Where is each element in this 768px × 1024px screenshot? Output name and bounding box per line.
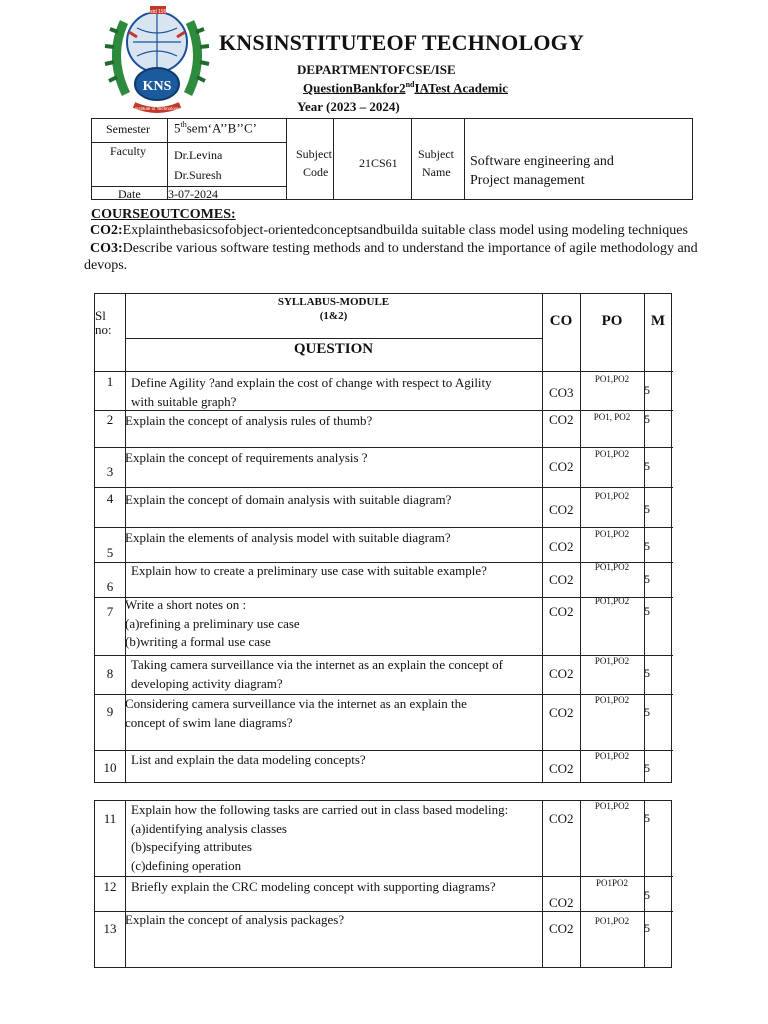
subject-code-label: Subject <box>296 147 332 161</box>
marks: 5 <box>644 502 650 516</box>
co3-outcome: CO3:Describe various software testing methods and to understand the importance of agile methodology and <box>90 241 698 256</box>
course-outcome: CO2 <box>549 761 574 776</box>
marks: 5 <box>644 412 650 426</box>
marks: 5 <box>644 811 650 825</box>
program-outcome: PO1,PO2 <box>594 374 630 384</box>
course-outcome: CO2 <box>549 604 574 619</box>
program-outcome: PO1,PO2 <box>594 695 630 705</box>
course-outcome: CO2 <box>549 539 574 554</box>
question-text <box>125 911 344 930</box>
faculty-name-1: Dr.Levina <box>174 148 223 162</box>
program-outcome: PO1,PO2 <box>594 449 630 459</box>
question-bank-title: QuestionBankfor2ndIATest Academic <box>303 80 509 96</box>
marks: 5 <box>644 539 650 553</box>
academic-year: Year (2023 – 2024) <box>297 99 400 114</box>
course-outcome: CO2 <box>549 921 574 936</box>
marks: 5 <box>644 666 650 680</box>
marks: 5 <box>644 459 650 473</box>
co-header: CO <box>549 313 573 329</box>
program-outcome: PO1,PO2 <box>594 491 630 501</box>
marks: 5 <box>644 705 650 719</box>
marks: 5 <box>644 921 650 935</box>
semester-label: Semester <box>106 122 150 136</box>
question-line: Taking camera surveillance via the internet as an explain the concept of <box>131 657 503 672</box>
course-outcomes-heading: COURSEOUTCOMES: <box>91 207 236 222</box>
question-number: 12 <box>103 879 117 894</box>
course-outcome: CO2 <box>549 502 574 517</box>
question-line: Considering camera surveillance via the internet as an explain the <box>125 696 467 711</box>
program-outcome: PO1,PO2 <box>594 562 630 572</box>
course-outcome: CO2 <box>549 666 574 681</box>
question-number: 1 <box>106 374 114 389</box>
question-number: 7 <box>106 604 114 619</box>
question-number: 6 <box>106 579 114 594</box>
question-line: Write a short notes on : <box>125 597 247 612</box>
question-line: (b)specifying attributes <box>131 839 252 854</box>
institute-logo <box>104 2 210 118</box>
question-text <box>125 412 372 431</box>
subject-name-label-2: Name <box>422 165 451 179</box>
question-number: 11 <box>103 811 117 826</box>
logo-motto: Institute of Technology <box>134 106 180 111</box>
institute-title: KNSINSTITUTEOF TECHNOLOGY <box>219 30 585 55</box>
course-outcome: CO2 <box>549 459 574 474</box>
question-text <box>131 878 496 897</box>
marks: 5 <box>644 604 650 618</box>
question-line: (a)refining a preliminary use case <box>125 615 300 631</box>
question-number: 3 <box>106 464 114 479</box>
date-label: Date <box>118 187 141 201</box>
question-text <box>125 695 467 732</box>
department-name: DEPARTMENTOFCSE/ISE <box>297 62 456 77</box>
question-text <box>131 562 487 581</box>
program-outcome: PO1,PO2 <box>594 751 630 761</box>
po-header: PO <box>601 313 623 329</box>
question-number: 9 <box>106 704 114 719</box>
course-outcome: CO2 <box>549 572 574 587</box>
sl-no-header: Sl no: <box>95 308 112 337</box>
question-number: 5 <box>106 545 114 560</box>
faculty-name-2: Dr.Suresh <box>174 168 222 182</box>
co3-outcome-cont: devops. <box>84 258 128 273</box>
question-text <box>125 449 368 468</box>
question-text <box>125 491 451 510</box>
question-number: 2 <box>106 412 114 427</box>
question-text <box>131 751 366 770</box>
question-line: Explain how the following tasks are carried out in class based modeling: <box>131 802 509 817</box>
program-outcome: PO1,PO2 <box>594 656 630 666</box>
question-line: concept of swim lane diagrams? <box>125 714 293 730</box>
question-line: Explain the concept of domain analysis with suitable diagram? <box>125 492 452 507</box>
logo-text: KNS <box>142 79 172 94</box>
question-number: 4 <box>106 491 114 506</box>
question-table <box>94 293 672 783</box>
syllabus-header: SYLLABUS-MODULE (1&2) <box>277 296 390 322</box>
question-line: (b)writing a formal use case <box>125 634 271 649</box>
course-info-table <box>91 118 693 200</box>
question-header: QUESTION <box>293 341 374 357</box>
subject-code-label-2: Code <box>303 165 329 179</box>
program-outcome: PO1,PO2 <box>594 916 630 926</box>
course-outcome: CO2 <box>549 412 574 427</box>
marks: 5 <box>644 383 650 397</box>
faculty-label: Faculty <box>110 144 146 158</box>
course-outcome: CO3 <box>549 385 574 400</box>
question-line: Briefly explain the CRC modeling concept with supporting diagrams? <box>131 879 496 894</box>
subject-name-label: Subject <box>418 147 454 161</box>
subject-code: 21CS61 <box>359 156 398 170</box>
question-line: Explain the concept of requirements analysis ? <box>125 450 368 465</box>
program-outcome: PO1,PO2 <box>594 801 630 811</box>
question-line: Explain the concept of analysis rules of thumb? <box>125 413 373 428</box>
question-text <box>131 656 503 693</box>
program-outcome: PO1PO2 <box>595 878 628 888</box>
semester-value: 5thsem‘A’’B’’C’ <box>174 120 258 136</box>
question-number: 10 <box>103 760 117 775</box>
program-outcome: PO1,PO2 <box>594 596 630 606</box>
question-line: (c)defining operation <box>131 857 242 873</box>
question-line: Explain the concept of analysis packages? <box>125 912 345 927</box>
question-number: 8 <box>106 666 114 681</box>
course-outcome: CO2 <box>549 705 574 720</box>
question-table-continued <box>94 800 672 968</box>
question-text <box>131 374 492 411</box>
program-outcome: PO1,PO2 <box>594 529 630 539</box>
question-line: List and explain the data modeling concepts? <box>131 752 366 767</box>
subject-name-2: Project management <box>470 173 585 188</box>
marks: 5 <box>644 888 650 902</box>
marks: 5 <box>644 761 650 775</box>
question-line: developing activity diagram? <box>131 675 283 691</box>
subject-name-1: Software engineering and <box>470 154 614 169</box>
marks: 5 <box>644 572 650 586</box>
course-outcome: CO2 <box>549 811 574 826</box>
course-outcome: CO2 <box>549 895 574 910</box>
question-text <box>125 596 300 652</box>
question-line: (a)identifying analysis classes <box>131 820 287 836</box>
logo-estd: Estd 1999 <box>146 9 170 15</box>
program-outcome: PO1, PO2 <box>593 412 631 422</box>
date-value: 3-07-2024 <box>168 187 218 201</box>
m-header: M <box>650 313 666 329</box>
co2-outcome: CO2:Explainthebasicsofobject-orientedconceptsandbuilda suitable class model using modeling techniques <box>90 223 688 238</box>
question-line: Explain the elements of analysis model with suitable diagram? <box>125 530 451 545</box>
question-text <box>131 801 508 875</box>
question-line: Explain how to create a preliminary use case with suitable example? <box>131 563 487 578</box>
question-number: 13 <box>103 921 117 936</box>
question-line: Define Agility ?and explain the cost of change with respect to Agility <box>131 375 492 390</box>
question-line: with suitable graph? <box>131 393 237 409</box>
question-text <box>125 529 451 548</box>
